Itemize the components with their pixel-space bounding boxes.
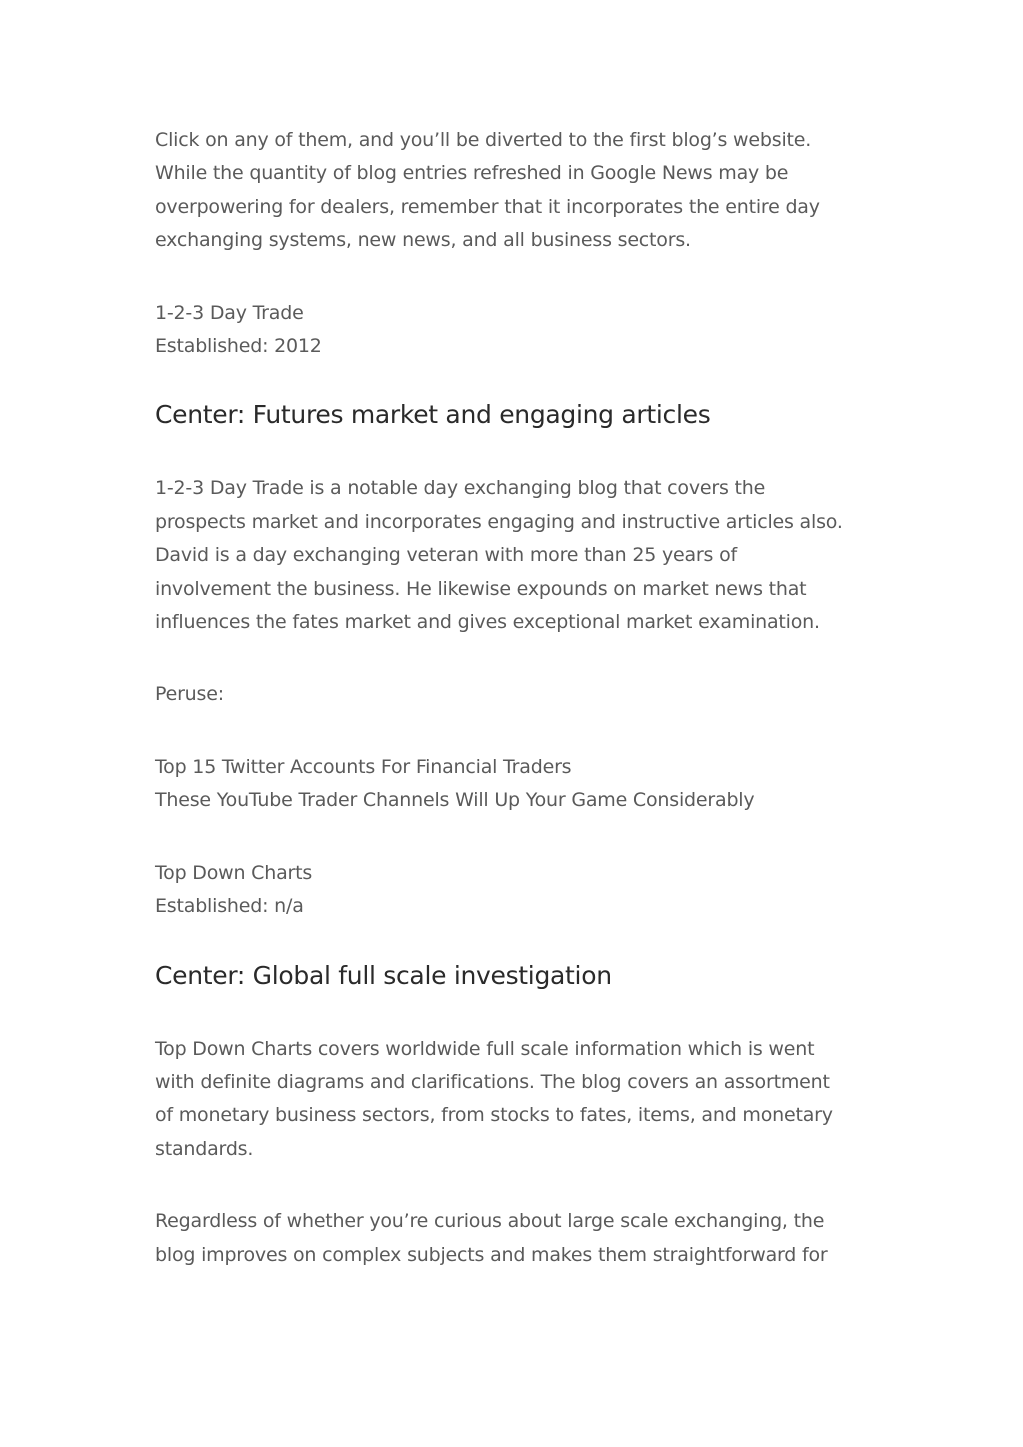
text-line: Top Down Charts covers worldwide full scale information which is went (155, 1037, 815, 1060)
peruse-links (155, 751, 875, 818)
text-line: blog improves on complex subjects and makes them straightforward for (155, 1243, 828, 1266)
article-link[interactable]: Top 15 Twitter Accounts For Financial Traders (155, 755, 572, 778)
text-line: David is a day exchanging veteran with more than 25 years of (155, 544, 737, 567)
text-line: of monetary business sectors, from stocks to fates, items, and monetary (155, 1104, 833, 1127)
blog2-closing (155, 1205, 875, 1272)
section-heading: Center: Futures market and engaging articles (155, 400, 711, 430)
text-line: with definite diagrams and clarifications. The blog covers an assortment (155, 1070, 830, 1093)
blog2-info (155, 857, 875, 924)
blog1-description (155, 472, 875, 639)
text-line: prospects market and incorporates engaging and instructive articles also. (155, 510, 843, 533)
peruse-label (155, 678, 875, 711)
article-link[interactable]: These YouTube Trader Channels Will Up Your Game Considerably (155, 789, 755, 812)
blog-name: 1-2-3 Day Trade (155, 301, 304, 324)
text-line: exchanging systems, new news, and all business sectors. (155, 229, 691, 252)
intro-paragraph (155, 124, 875, 258)
text-line: 1-2-3 Day Trade is a notable day exchanging blog that covers the (155, 477, 766, 500)
document-page (155, 124, 875, 1311)
text-line: overpowering for dealers, remember that it incorporates the entire day (155, 195, 820, 218)
text-line: standards. (155, 1137, 254, 1160)
blog-established: Established: 2012 (155, 335, 322, 358)
text-line: While the quantity of blog entries refreshed in Google News may be (155, 162, 789, 185)
blog2-description (155, 1033, 875, 1167)
text-line: Regardless of whether you’re curious about large scale exchanging, the (155, 1210, 825, 1233)
text-line: Click on any of them, and you’ll be diverted to the first blog’s website. (155, 129, 812, 151)
text-line: involvement the business. He likewise expounds on market news that (155, 577, 807, 600)
text-line: Peruse: (155, 683, 224, 706)
blog1-info (155, 297, 875, 364)
text-line: influences the fates market and gives exceptional market examination. (155, 611, 820, 634)
section-heading: Center: Global full scale investigation (155, 960, 612, 990)
blog-name: Top Down Charts (155, 861, 313, 884)
blog-established: Established: n/a (155, 895, 304, 918)
